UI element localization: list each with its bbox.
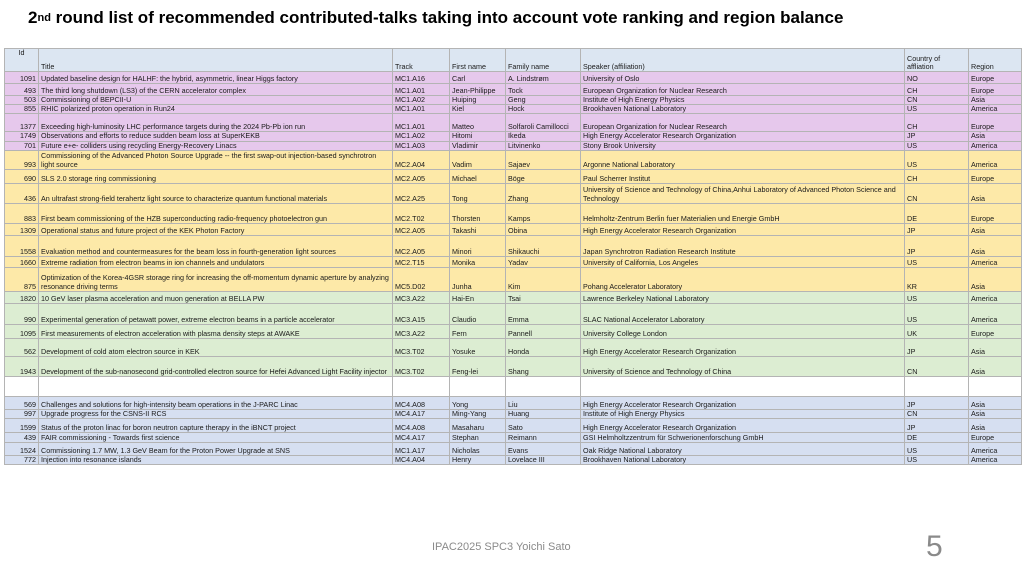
cell-first-name: Masaharu xyxy=(450,419,506,433)
cell-country: US xyxy=(905,456,969,465)
cell-country: NO xyxy=(905,72,969,84)
cell-region: Europe xyxy=(969,324,1022,338)
cell-id: 997 xyxy=(5,409,39,418)
table-row xyxy=(5,443,1022,456)
cell-first-name: Tong xyxy=(450,183,506,203)
cell-title: RHIC polarized proton operation in Run24 xyxy=(39,105,393,114)
cell-track: MC2.A05 xyxy=(393,235,450,256)
cell-title: SLS 2.0 storage ring commissioning xyxy=(39,169,393,183)
cell-id: 1095 xyxy=(5,324,39,338)
cell-speaker: University of Science and Technology of China,Anhui Laboratory of Advanced Photon Science and Technology xyxy=(581,183,905,203)
cell-family-name: Emma xyxy=(506,303,581,324)
page-number: 5 xyxy=(926,530,943,563)
cell-track: MC2.A04 xyxy=(393,150,450,169)
cell-track: MC2.T02 xyxy=(393,203,450,223)
cell-id: 1309 xyxy=(5,223,39,235)
cell-first-name: Fern xyxy=(450,324,506,338)
cell-track: MC4.A08 xyxy=(393,396,450,409)
cell-speaker: High Energy Accelerator Research Organization xyxy=(581,396,905,409)
cell-track: MC1.A02 xyxy=(393,96,450,105)
cell-id: 1558 xyxy=(5,235,39,256)
cell-title: Commissioning 1.7 MW, 1.3 GeV Beam for the Proton Power Upgrade at SNS xyxy=(39,443,393,456)
cell-family-name: Sato xyxy=(506,419,581,433)
cell-id: 1943 xyxy=(5,356,39,376)
cell-country: US xyxy=(905,303,969,324)
cell-title: Exceeding high-luminosity LHC performance targets during the 2024 Pb-Pb ion run xyxy=(39,114,393,132)
table-row xyxy=(5,267,1022,291)
cell-first-name: Monika xyxy=(450,256,506,267)
table-row xyxy=(5,183,1022,203)
cell-speaker: Paul Scherrer Institut xyxy=(581,169,905,183)
cell-family-name: Shikauchi xyxy=(506,235,581,256)
cell-id: 701 xyxy=(5,141,39,150)
cell-title: FAIR commissioning - Towards first science xyxy=(39,433,393,443)
cell-title: Development of the sub-nanosecond grid-controlled electron source for Hefei Advanced Light Facility injector xyxy=(39,356,393,376)
table-row xyxy=(5,84,1022,96)
cell-country: UK xyxy=(905,324,969,338)
cell-speaker: Japan Synchrotron Radiation Research Institute xyxy=(581,235,905,256)
cell-country: CH xyxy=(905,114,969,132)
cell-region: Europe xyxy=(969,84,1022,96)
cell-id: 1749 xyxy=(5,132,39,141)
cell-family-name: Ikeda xyxy=(506,132,581,141)
cell-track: MC3.T02 xyxy=(393,338,450,356)
table-row xyxy=(5,409,1022,418)
cell-first-name: Vadim xyxy=(450,150,506,169)
cell-region: Asia xyxy=(969,338,1022,356)
cell-first-name: Junha xyxy=(450,267,506,291)
cell-country: US xyxy=(905,291,969,303)
talks-table xyxy=(4,48,1022,465)
cell-speaker: SLAC National Accelerator Laboratory xyxy=(581,303,905,324)
cell-family-name: Solfaroli Camillocci xyxy=(506,114,581,132)
cell-country: CH xyxy=(905,169,969,183)
cell-title: Operational status and future project of the KEK Photon Factory xyxy=(39,223,393,235)
cell-track: MC2.A05 xyxy=(393,169,450,183)
cell-title: First beam commissioning of the HZB superconducting radio-frequency photoelectron gun xyxy=(39,203,393,223)
table-row xyxy=(5,150,1022,169)
cell-country: JP xyxy=(905,396,969,409)
cell-speaker: University College London xyxy=(581,324,905,338)
cell-country: US xyxy=(905,105,969,114)
table-row xyxy=(5,141,1022,150)
cell-region: Europe xyxy=(969,72,1022,84)
cell-track: MC3.T02 xyxy=(393,356,450,376)
cell-title: The third long shutdown (LS3) of the CERN accelerator complex xyxy=(39,84,393,96)
cell-region: Europe xyxy=(969,114,1022,132)
cell-id: 436 xyxy=(5,183,39,203)
table-row xyxy=(5,396,1022,409)
header-region: Region xyxy=(969,49,1022,72)
cell-country xyxy=(905,376,969,396)
cell-title: Extreme radiation from electron beams in ion channels and undulators xyxy=(39,256,393,267)
cell-region: Asia xyxy=(969,96,1022,105)
cell-speaker: Argonne National Laboratory xyxy=(581,150,905,169)
cell-speaker: High Energy Accelerator Research Organization xyxy=(581,132,905,141)
cell-speaker xyxy=(581,376,905,396)
cell-id: 439 xyxy=(5,433,39,443)
footer-text: IPAC2025 SPC3 Yoichi Sato xyxy=(432,541,571,553)
cell-region: America xyxy=(969,443,1022,456)
table-row xyxy=(5,235,1022,256)
cell-id: 883 xyxy=(5,203,39,223)
table-row xyxy=(5,203,1022,223)
header-first-name: First name xyxy=(450,49,506,72)
cell-speaker: Pohang Accelerator Laboratory xyxy=(581,267,905,291)
cell-region: Europe xyxy=(969,433,1022,443)
cell-track: MC5.D02 xyxy=(393,267,450,291)
cell-family-name: Obina xyxy=(506,223,581,235)
cell-track: MC4.A08 xyxy=(393,419,450,433)
cell-family-name: Huang xyxy=(506,409,581,418)
cell-first-name: Claudio xyxy=(450,303,506,324)
cell-first-name: Huiping xyxy=(450,96,506,105)
cell-first-name: Carl xyxy=(450,72,506,84)
table-row xyxy=(5,105,1022,114)
cell-family-name: A. Lindstrøm xyxy=(506,72,581,84)
cell-track: MC3.A22 xyxy=(393,291,450,303)
cell-track: MC3.A22 xyxy=(393,324,450,338)
cell-track: MC1.A01 xyxy=(393,105,450,114)
cell-speaker: European Organization for Nuclear Research xyxy=(581,84,905,96)
cell-region: Asia xyxy=(969,183,1022,203)
cell-title: Status of the proton linac for boron neutron capture therapy in the iBNCT project xyxy=(39,419,393,433)
cell-speaker: Helmholtz-Zentrum Berlin fuer Materialien und Energie GmbH xyxy=(581,203,905,223)
cell-id: 875 xyxy=(5,267,39,291)
cell-title: Observations and efforts to reduce sudden beam loss at SuperKEKB xyxy=(39,132,393,141)
cell-first-name: Takashi xyxy=(450,223,506,235)
cell-family-name: Pannell xyxy=(506,324,581,338)
cell-region: America xyxy=(969,150,1022,169)
cell-first-name: Henry xyxy=(450,456,506,465)
table-row xyxy=(5,419,1022,433)
cell-track: MC1.A17 xyxy=(393,443,450,456)
cell-speaker: Stony Brook University xyxy=(581,141,905,150)
cell-family-name: Lovelace III xyxy=(506,456,581,465)
cell-country: JP xyxy=(905,223,969,235)
cell-country: US xyxy=(905,150,969,169)
cell-first-name: Ming-Yang xyxy=(450,409,506,418)
header-row xyxy=(5,49,1022,72)
cell-region: Asia xyxy=(969,235,1022,256)
table-body xyxy=(5,72,1022,465)
cell-first-name: Minori xyxy=(450,235,506,256)
cell-first-name: Yosuke xyxy=(450,338,506,356)
cell-family-name: Liu xyxy=(506,396,581,409)
cell-region: America xyxy=(969,291,1022,303)
cell-id xyxy=(5,376,39,396)
cell-region: America xyxy=(969,456,1022,465)
table-row xyxy=(5,256,1022,267)
cell-speaker: Institute of High Energy Physics xyxy=(581,409,905,418)
cell-title: Optimization of the Korea-4GSR storage ring for increasing the off-momentum dynamic aperture by analyzing resonance driving terms xyxy=(39,267,393,291)
header-id: Id xyxy=(5,49,39,72)
cell-id: 855 xyxy=(5,105,39,114)
cell-id: 772 xyxy=(5,456,39,465)
cell-family-name: Sajaev xyxy=(506,150,581,169)
cell-region xyxy=(969,376,1022,396)
cell-country: CN xyxy=(905,183,969,203)
table-row xyxy=(5,338,1022,356)
cell-family-name: Kim xyxy=(506,267,581,291)
cell-first-name: Vladimir xyxy=(450,141,506,150)
cell-first-name: Yong xyxy=(450,396,506,409)
cell-family-name: Tock xyxy=(506,84,581,96)
cell-region: America xyxy=(969,303,1022,324)
cell-title: Experimental generation of petawatt power, extreme electron beams in a particle accelerator xyxy=(39,303,393,324)
cell-track: MC2.T15 xyxy=(393,256,450,267)
cell-first-name: Kiel xyxy=(450,105,506,114)
cell-first-name: Feng-lei xyxy=(450,356,506,376)
cell-family-name: Tsai xyxy=(506,291,581,303)
cell-track: MC2.A05 xyxy=(393,223,450,235)
table-row xyxy=(5,303,1022,324)
cell-title: Updated baseline design for HALHF: the hybrid, asymmetric, linear Higgs factory xyxy=(39,72,393,84)
cell-speaker: University of Science and Technology of China xyxy=(581,356,905,376)
cell-speaker: University of Oslo xyxy=(581,72,905,84)
table-row xyxy=(5,456,1022,465)
cell-title: 10 GeV laser plasma acceleration and muon generation at BELLA PW xyxy=(39,291,393,303)
cell-track: MC4.A17 xyxy=(393,409,450,418)
cell-first-name: Hai-En xyxy=(450,291,506,303)
cell-first-name: Nicholas xyxy=(450,443,506,456)
cell-country: US xyxy=(905,443,969,456)
cell-family-name: Böge xyxy=(506,169,581,183)
cell-track: MC2.A25 xyxy=(393,183,450,203)
cell-country: JP xyxy=(905,338,969,356)
cell-country: DE xyxy=(905,433,969,443)
cell-family-name: Geng xyxy=(506,96,581,105)
cell-title: Evaluation method and countermeasures for the beam loss in fourth-generation light sources xyxy=(39,235,393,256)
cell-country: CN xyxy=(905,96,969,105)
table-row xyxy=(5,169,1022,183)
header-family-name: Family name xyxy=(506,49,581,72)
cell-title: Injection into resonance islands xyxy=(39,456,393,465)
cell-region: Asia xyxy=(969,267,1022,291)
table-row xyxy=(5,324,1022,338)
header-speaker: Speaker (affiliation) xyxy=(581,49,905,72)
cell-region: Europe xyxy=(969,169,1022,183)
cell-track: MC4.A04 xyxy=(393,456,450,465)
cell-first-name: Jean-Philippe xyxy=(450,84,506,96)
cell-track: MC1.A02 xyxy=(393,132,450,141)
cell-id: 503 xyxy=(5,96,39,105)
cell-track: MC4.A17 xyxy=(393,433,450,443)
cell-title xyxy=(39,376,393,396)
cell-region: America xyxy=(969,256,1022,267)
cell-title: An ultrafast strong-field terahertz light source to characterize quantum functional materials xyxy=(39,183,393,203)
cell-country: KR xyxy=(905,267,969,291)
header-country: Country of affliation xyxy=(905,49,969,72)
cell-country: DE xyxy=(905,203,969,223)
cell-speaker: High Energy Accelerator Research Organization xyxy=(581,338,905,356)
cell-family-name: Honda xyxy=(506,338,581,356)
cell-id: 1524 xyxy=(5,443,39,456)
cell-title: Development of cold atom electron source in KEK xyxy=(39,338,393,356)
cell-id: 1377 xyxy=(5,114,39,132)
cell-speaker: Brookhaven National Laboratory xyxy=(581,456,905,465)
cell-track xyxy=(393,376,450,396)
table-row xyxy=(5,114,1022,132)
cell-family-name: Kamps xyxy=(506,203,581,223)
cell-first-name xyxy=(450,376,506,396)
cell-id: 569 xyxy=(5,396,39,409)
cell-speaker: High Energy Accelerator Research Organization xyxy=(581,223,905,235)
cell-first-name: Michael xyxy=(450,169,506,183)
cell-region: Asia xyxy=(969,419,1022,433)
cell-region: Asia xyxy=(969,356,1022,376)
cell-family-name: Evans xyxy=(506,443,581,456)
table-row xyxy=(5,72,1022,84)
cell-speaker: Oak Ridge National Laboratory xyxy=(581,443,905,456)
cell-track: MC1.A01 xyxy=(393,114,450,132)
cell-track: MC1.A03 xyxy=(393,141,450,150)
cell-family-name: Shang xyxy=(506,356,581,376)
cell-country: JP xyxy=(905,419,969,433)
cell-region: America xyxy=(969,105,1022,114)
cell-family-name: Zhang xyxy=(506,183,581,203)
cell-speaker: European Organization for Nuclear Research xyxy=(581,114,905,132)
cell-region: Europe xyxy=(969,203,1022,223)
cell-family-name: Yadav xyxy=(506,256,581,267)
cell-speaker: GSI Helmholtzzentrum für Schwerionenforschung GmbH xyxy=(581,433,905,443)
cell-title: Challenges and solutions for high-intensity beam operations in the J-PARC Linac xyxy=(39,396,393,409)
cell-title: Upgrade progress for the CSNS-II RCS xyxy=(39,409,393,418)
table-row-blank xyxy=(5,376,1022,396)
cell-track: MC3.A15 xyxy=(393,303,450,324)
cell-id: 1820 xyxy=(5,291,39,303)
table-row xyxy=(5,223,1022,235)
cell-id: 990 xyxy=(5,303,39,324)
cell-country: CN xyxy=(905,409,969,418)
cell-country: CH xyxy=(905,84,969,96)
cell-family-name xyxy=(506,376,581,396)
cell-id: 1660 xyxy=(5,256,39,267)
cell-first-name: Stephan xyxy=(450,433,506,443)
cell-first-name: Matteo xyxy=(450,114,506,132)
cell-id: 1091 xyxy=(5,72,39,84)
cell-first-name: Hitomi xyxy=(450,132,506,141)
cell-id: 1599 xyxy=(5,419,39,433)
cell-speaker: Lawrence Berkeley National Laboratory xyxy=(581,291,905,303)
cell-title: Commissioning of BEPCII-U xyxy=(39,96,393,105)
table-row xyxy=(5,433,1022,443)
table-row xyxy=(5,132,1022,141)
page-title: 2nd round list of recommended contributed-talks taking into account vote ranking and region balance xyxy=(28,8,844,27)
cell-speaker: High Energy Accelerator Research Organization xyxy=(581,419,905,433)
table-row xyxy=(5,356,1022,376)
cell-id: 562 xyxy=(5,338,39,356)
cell-country: JP xyxy=(905,235,969,256)
table-row xyxy=(5,291,1022,303)
cell-id: 690 xyxy=(5,169,39,183)
header-track: Track xyxy=(393,49,450,72)
cell-speaker: Brookhaven National Laboratory xyxy=(581,105,905,114)
cell-track: MC1.A01 xyxy=(393,84,450,96)
cell-country: US xyxy=(905,256,969,267)
cell-region: Asia xyxy=(969,223,1022,235)
cell-first-name: Thorsten xyxy=(450,203,506,223)
cell-country: US xyxy=(905,141,969,150)
table-row xyxy=(5,96,1022,105)
cell-track: MC1.A16 xyxy=(393,72,450,84)
cell-title: Commissioning of the Advanced Photon Source Upgrade -- the first swap-out injection-based synchrotron light source xyxy=(39,150,393,169)
cell-region: Asia xyxy=(969,396,1022,409)
cell-family-name: Reimann xyxy=(506,433,581,443)
cell-title: Future e+e- colliders using recycling Energy-Recovery Linacs xyxy=(39,141,393,150)
cell-region: Asia xyxy=(969,132,1022,141)
cell-country: JP xyxy=(905,132,969,141)
cell-id: 493 xyxy=(5,84,39,96)
cell-region: America xyxy=(969,141,1022,150)
header-title: Title xyxy=(39,49,393,72)
cell-speaker: Institute of High Energy Physics xyxy=(581,96,905,105)
cell-family-name: Hock xyxy=(506,105,581,114)
cell-region: Asia xyxy=(969,409,1022,418)
cell-country: CN xyxy=(905,356,969,376)
cell-family-name: Litvinenko xyxy=(506,141,581,150)
cell-id: 993 xyxy=(5,150,39,169)
cell-speaker: University of California, Los Angeles xyxy=(581,256,905,267)
cell-title: First measurements of electron acceleration with plasma density steps at AWAKE xyxy=(39,324,393,338)
